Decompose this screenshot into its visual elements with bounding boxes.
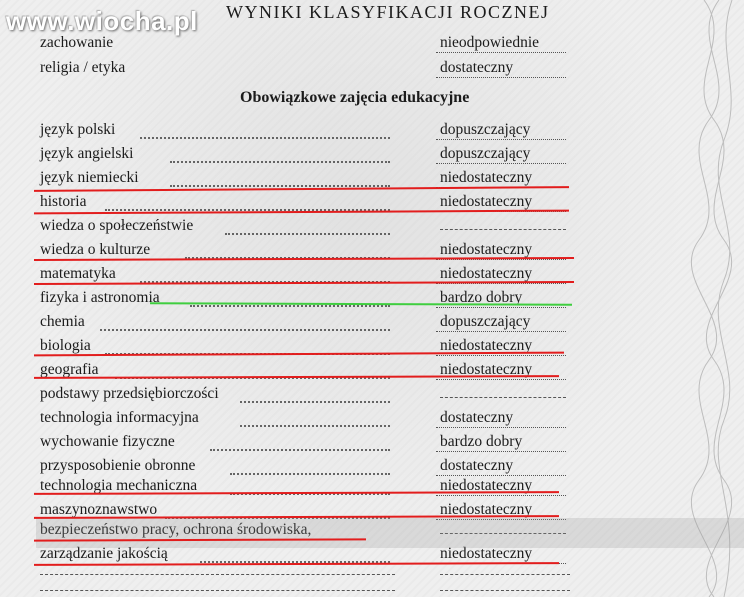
empty-grade-dashes [440,229,566,230]
list-item [0,476,744,499]
subject-label: matematyka [40,265,116,282]
list-item [0,384,744,407]
subject-label: fizyka i astronomia [40,289,160,306]
grade-underline [436,495,566,496]
grade-underline [436,355,566,356]
grade-underline [436,163,566,164]
grade-value: bardzo dobry [440,289,523,306]
grade-underline [436,77,566,78]
grade-underline [436,451,566,452]
grade-value: dopuszczający [440,145,531,162]
list-item [0,408,744,431]
list-item [0,216,744,239]
dotted-leader [200,547,390,563]
dotted-leader [170,147,390,163]
list-item [0,432,744,455]
grade-value: niedostateczny [440,265,533,282]
subject-label: język angielski [40,145,134,162]
subject-label: geografia [40,361,99,378]
subject-label: wiedza o społeczeństwie [40,217,194,234]
grade-value: dostateczny [440,59,514,76]
dotted-leader [210,435,390,451]
list-item [0,144,744,167]
grade-value: bardzo dobry [440,433,523,450]
dotted-leader [185,243,390,259]
subject-label: podstawy przedsiębiorczości [40,385,219,402]
list-item [0,288,744,311]
subject-label: język niemiecki [40,169,139,186]
list-item [0,360,744,383]
section-title: Obowiązkowe zajęcia edukacyjne [240,89,470,106]
list-item [0,120,744,143]
grade-value: niedostateczny [440,545,533,562]
grade-value: niedostateczny [440,193,533,210]
subject-label: zarządzanie jakością [40,545,168,562]
grade-value: niedostateczny [440,361,533,378]
blank-line [440,574,570,575]
empty-grade-dashes [440,397,566,398]
site-watermark: www.wiocha.pl [6,6,198,36]
grade-underline [436,52,566,53]
grade-underline [436,307,566,308]
grade-underline [436,427,566,428]
grade-value: niedostateczny [440,241,533,258]
subject-label: przysposobienie obronne [40,457,196,474]
subject-label: język polski [40,121,116,138]
dotted-leader [140,267,390,283]
subject-label: historia [40,193,87,210]
grade-value: dostateczny [440,457,514,474]
header-row-religion [0,58,744,81]
grade-underline [436,331,566,332]
grade-value: niedostateczny [440,169,533,186]
subject-label: technologia informacyjna [40,409,199,426]
grade-value: niedostateczny [440,337,533,354]
grade-underline [436,139,566,140]
grade-value: dopuszczający [440,121,531,138]
subject-label: maszynoznawstwo [40,501,158,518]
grade-value: dopuszczający [440,313,531,330]
subject-label: zachowanie [40,34,114,51]
dotted-leader [225,219,390,235]
dotted-leader [105,195,390,211]
subject-label: wiedza o kulturze [40,241,151,258]
dotted-leader [240,387,390,403]
subject-label: biologia [40,337,91,354]
grade-value: niedostateczny [440,501,533,518]
grade-underline [436,379,566,380]
dotted-leader [240,411,390,427]
grade-value: nieodpowiednie [440,34,540,51]
blank-line [40,574,395,575]
subject-label: bezpieczeństwo pracy, ochrona środowiska, [40,521,312,538]
subject-label: religia / etyka [40,59,126,76]
subject-label: technologia mechaniczna [40,477,198,494]
header-row-conduct [0,33,744,56]
blank-line [40,590,395,591]
document-title: WYNIKI KLASYFIKACJI ROCZNEJ [226,2,550,22]
subject-label: chemia [40,313,85,330]
shaded-band [36,518,744,548]
list-item [0,312,744,335]
grade-value: dostateczny [440,409,514,426]
dotted-leader [140,123,390,139]
blank-line [440,590,570,591]
subject-label: wychowanie fizyczne [40,433,175,450]
dotted-leader [230,459,390,475]
dotted-leader [170,171,390,187]
grade-value: niedostateczny [440,477,533,494]
dotted-leader [100,315,390,331]
